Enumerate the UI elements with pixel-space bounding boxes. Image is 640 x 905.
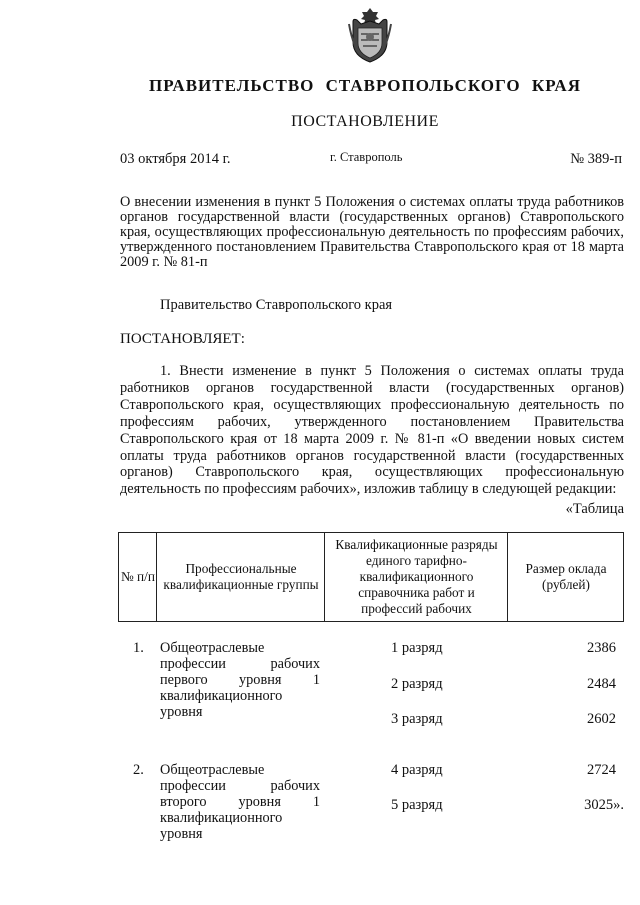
row-1-grade-2: 2 разряд [391, 676, 443, 692]
row-1-salary-2: 2484 [587, 676, 616, 692]
row-2-num: 2. [133, 762, 144, 778]
row-2-salary-1: 2724 [587, 762, 616, 778]
document-type: ПОСТАНОВЛЕНИЕ [291, 113, 439, 130]
document-date: 03 октября 2014 г. [120, 151, 231, 167]
coat-of-arms-emblem [347, 6, 393, 64]
row-1-grade-1: 1 разряд [391, 640, 443, 656]
row-1-group-name: Общеотраслевые профессии рабочих первого уровня 1 квалификационного уровня [160, 640, 320, 720]
document-number: № 389-п [570, 151, 622, 167]
resolves-heading: ПОСТАНОВЛЯЕТ: [120, 331, 245, 347]
row-1-salary-1: 2386 [587, 640, 616, 656]
row-1-grade-3: 3 разряд [391, 711, 443, 727]
row-2-group-name: Общеотраслевые профессии рабочих второго уровня 1 квалификационного уровня [160, 762, 320, 842]
table-label: «Таблица [565, 501, 624, 517]
row-2-grade-1: 4 разряд [391, 762, 443, 778]
row-2-grade-2: 5 разряд [391, 797, 443, 813]
table-header [118, 532, 624, 622]
row-2-salary-2: 3025». [584, 797, 624, 813]
header-groups: Профессиональные квалификационные группы [163, 561, 319, 592]
document-subject: О внесении изменения в пункт 5 Положения о системах оплаты труда работников органов государственной власти (государственных органов) Ставропольского края, осуществляющих профессиональную деятельность по профессиям рабочих, утвержденного постановлением Правительства Ставропольского края от 18 марта 2009 г. № 81-п [120, 194, 624, 270]
document-city: г. Ставрополь [330, 150, 403, 164]
government-title: ПРАВИТЕЛЬСТВО СТАВРОПОЛЬСКОГО КРАЯ [149, 76, 581, 95]
row-1-salary-3: 2602 [587, 711, 616, 727]
header-grades: Квалификационные разряды единого тарифно-квалификационного справочника работ и профессий рабочих [335, 537, 498, 616]
header-num: № п/п [121, 569, 155, 584]
header-salary: Размер оклада (рублей) [525, 561, 607, 592]
row-1-num: 1. [133, 640, 144, 656]
government-name: Правительство Ставропольского края [160, 297, 393, 313]
paragraph-1: 1. Внести изменение в пункт 5 Положения о системах оплаты труда работников органов государственной власти (государственных органов) Ставропольского края, осуществляющих профессиональную деятельность по профессиям рабочих, утвержденного постановлением Правительства Ставропольского края от 18 марта 2009 г. № 81-п «О введении новых систем оплаты труда работников органов государственной власти (государственных органов) Ставропольского края, осуществляющих профессиональную деятельность по профессиям рабочих», изложив таблицу в следующей редакции: [120, 363, 624, 498]
